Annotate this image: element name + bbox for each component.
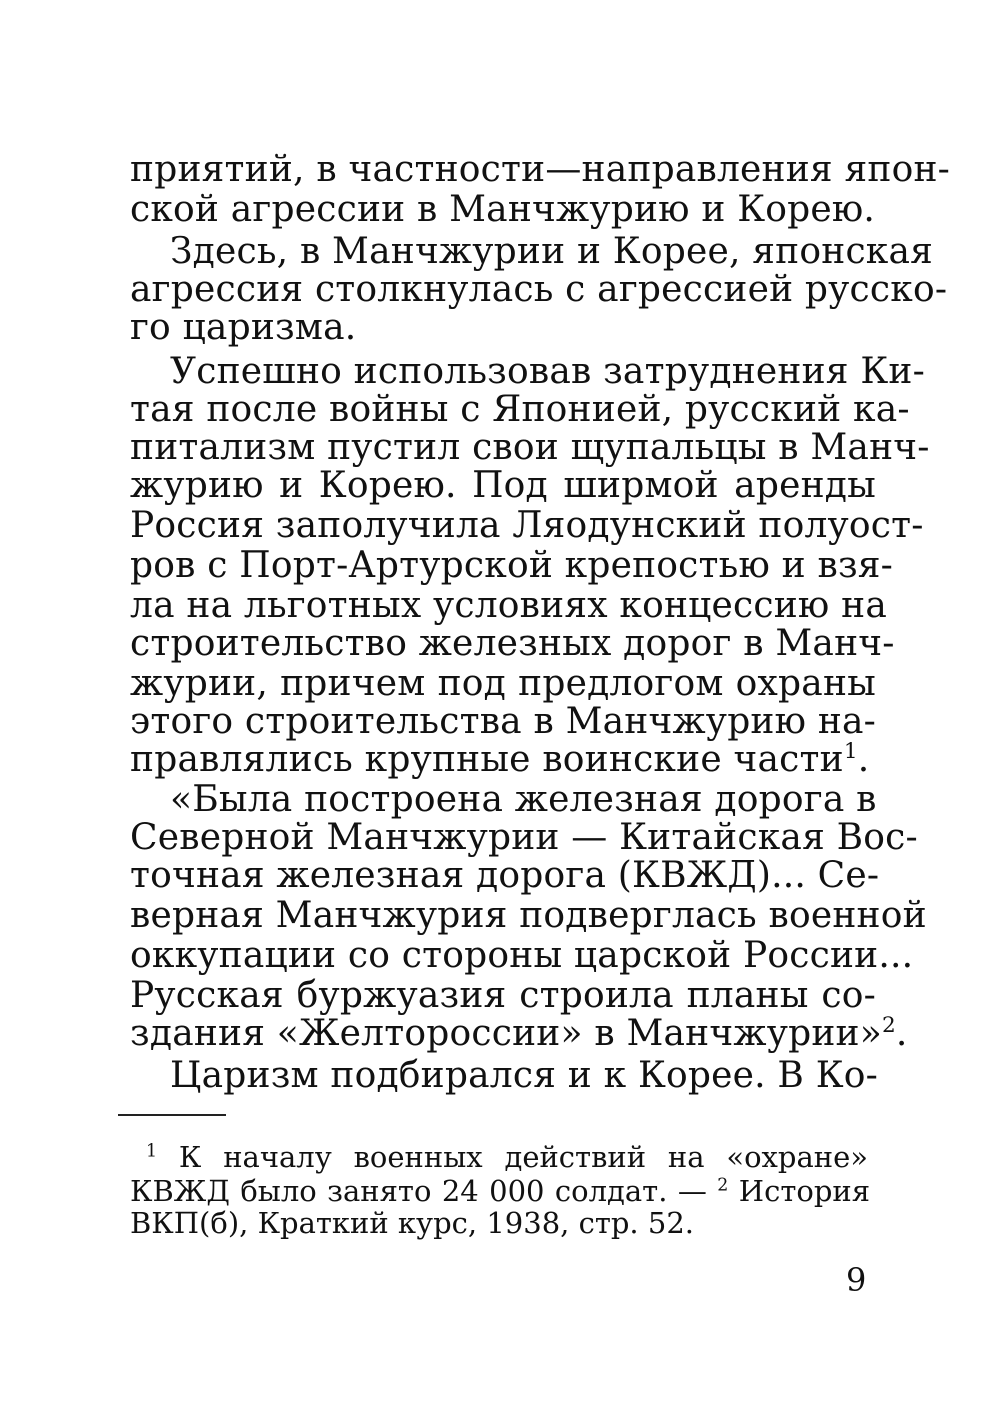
text-line: оккупации со стороны царской России...: [130, 935, 914, 976]
text-line: [130, 1013, 908, 1054]
text-segment: .: [895, 1013, 908, 1054]
footnote-divider: [118, 1114, 226, 1116]
text-line: го царизма.: [130, 307, 357, 348]
text-line: ров с Порт-Артурской крепостью и взя-: [130, 545, 894, 586]
text-line: Успешно использовав затруднения Ки-: [170, 351, 925, 392]
footnote-text: К началу военных действий на «охране»: [178, 1140, 869, 1174]
text-line: питализм пустил свои щупальцы в Манч-: [130, 427, 930, 468]
text-line: ской агрессии в Манчжурию и Корею.: [130, 189, 876, 230]
text-line: [130, 740, 876, 780]
text-line: Царизм подбирался и к Корее. В Ко-: [170, 1055, 879, 1096]
page-number: 9: [846, 1261, 867, 1299]
text-line: Северной Манчжурии — Китайская Вос-: [130, 817, 918, 858]
text-line: тая после войны с Японией, русский ка-: [130, 389, 910, 430]
text-line: строительство железных дорог в Манч-: [130, 623, 895, 664]
text-line: Русская буржуазия строила планы со-: [130, 975, 876, 1016]
text-line: ла на льготных условиях концессию на: [130, 585, 887, 626]
text-segment: здания «Желтороссии» в Манчжурии»: [130, 1013, 882, 1054]
footnote-text: КВЖД было занято 24 000 солдат. —: [130, 1174, 707, 1208]
footnote-ref-1[interactable]: 1: [843, 739, 858, 764]
text-line: точная железная дорога (КВЖД)... Се-: [130, 855, 880, 896]
text-segment: правлялись крупные воинские части: [130, 739, 844, 780]
footnote-line: [130, 1174, 870, 1208]
text-line: этого строительства в Манчжурию на-: [130, 701, 877, 742]
footnote-text: История: [738, 1174, 871, 1208]
text-line: верная Манчжурия подверглась военной: [130, 895, 927, 936]
footnote-marker-2: 2: [717, 1175, 729, 1196]
text-line: Россия заполучила Ляодунский полуост-: [130, 505, 924, 546]
footnote-line: ВКП(б), Краткий курс, 1938, стр. 52.: [130, 1206, 694, 1240]
text-line: приятий, в частности—направления япон-: [130, 149, 951, 190]
text-line: журию и Корею. Под ширмой аренды: [130, 465, 876, 506]
footnote-marker-1: 1: [146, 1141, 158, 1162]
text-line: «Была построена железная дорога в: [170, 779, 877, 820]
footnote-line: [146, 1140, 868, 1174]
text-segment: .: [857, 739, 870, 780]
text-line: Здесь, в Манчжурии и Корее, японская: [170, 231, 934, 272]
footnote-ref-2[interactable]: 2: [881, 1013, 896, 1038]
text-line: журии, причем под предлогом охраны: [130, 663, 876, 704]
text-line: агрессия столкнулась с агрессией русско-: [130, 269, 948, 310]
